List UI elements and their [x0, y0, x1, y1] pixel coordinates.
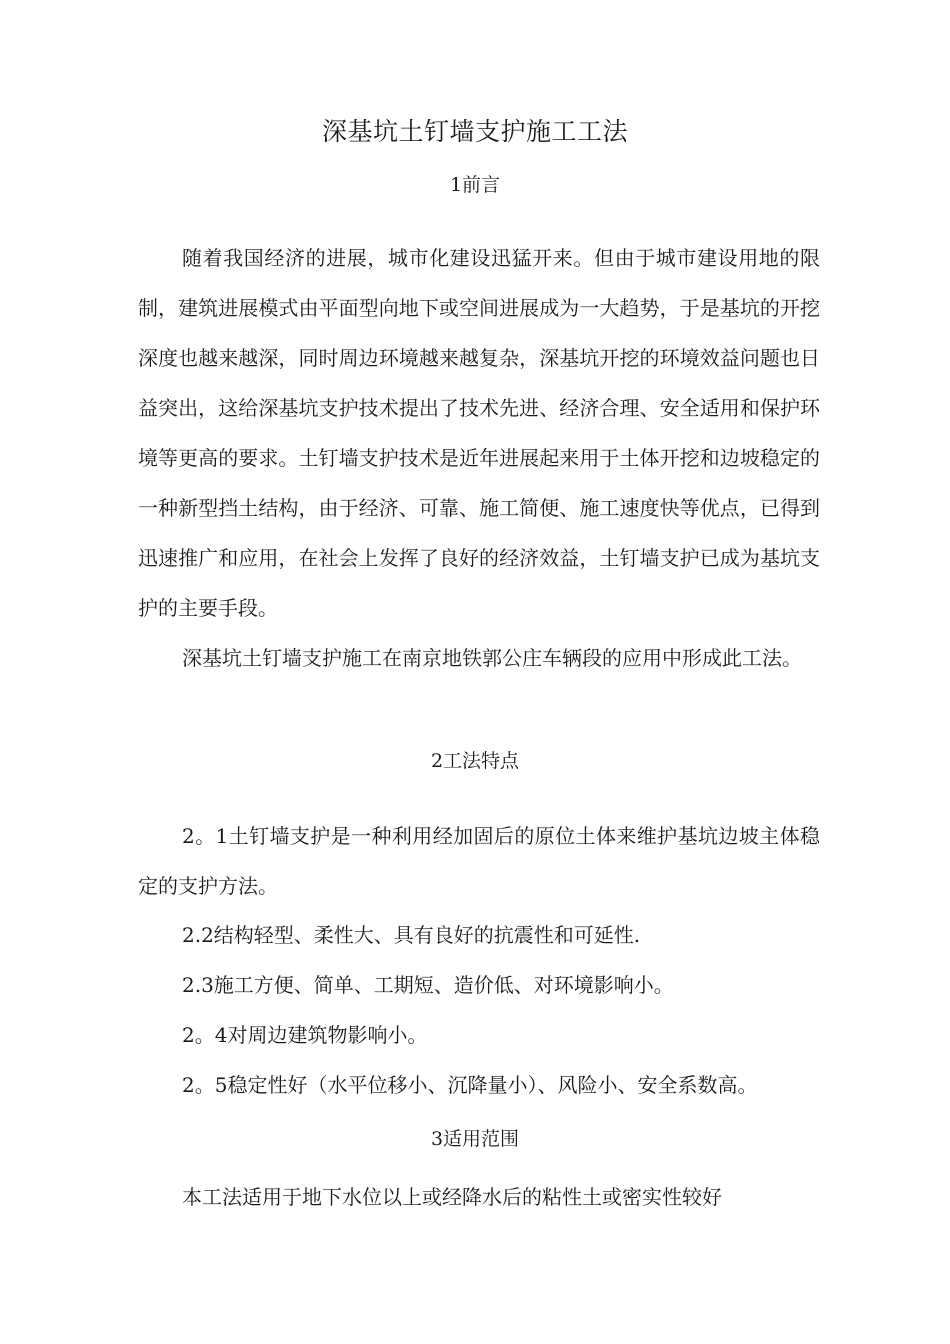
section-heading-features: 2工法特点	[430, 750, 520, 772]
feature-item-4: 2。4对周边建筑物影响小。	[182, 1023, 428, 1047]
feature-item-5: 2。5稳定性好（水平位移小、沉降量小）、风险小、安全系数高。	[182, 1073, 758, 1097]
scope-paragraph: 本工法适用于地下水位以上或经降水后的粘性土或密实性较好	[182, 1185, 722, 1209]
section-heading-preface: 1前言	[449, 174, 501, 196]
section-heading-scope: 3适用范围	[430, 1128, 520, 1150]
feature-item-3: 2.3施工方便、简单、工期短、造价低、对环境影响小。	[182, 973, 674, 997]
preface-paragraph-1: 随着我国经济的进展，城市化建设迅猛开来。但由于城市建设用地的限制，建筑进展模式由平面型向地下或空间进展成为一大趋势，于是基坑的开挖深度也越来越深，同时周边环境越来越复杂，深基坑开挖的环境效益问题也日益突出，这给深基坑支护技术提出了技术先进、经济合理、安全适用和保护环境等更高的要求。土钉墙支护技术是近年进展起来用于土体开挖和边坡稳定的一种新型挡土结构，由于经济、可靠、施工简便、施工速度快等优点，已得到迅速推广和应用，在社会上发挥了良好的经济效益，土钉墙支护已成为基坑支护的主要手段。	[138, 246, 820, 620]
preface-paragraph-2: 深基坑土钉墙支护施工在南京地铁郭公庄车辆段的应用中形成此工法。	[182, 646, 802, 670]
feature-item-1: 2。1土钉墙支护是一种利用经加固后的原位土体来维护基坑边坡主体稳定的支护方法。	[138, 824, 820, 898]
feature-item-2: 2.2结构轻型、柔性大、具有良好的抗震性和可延性.	[182, 923, 641, 947]
document-title: 深基坑土钉墙支护施工工法	[321, 117, 628, 146]
